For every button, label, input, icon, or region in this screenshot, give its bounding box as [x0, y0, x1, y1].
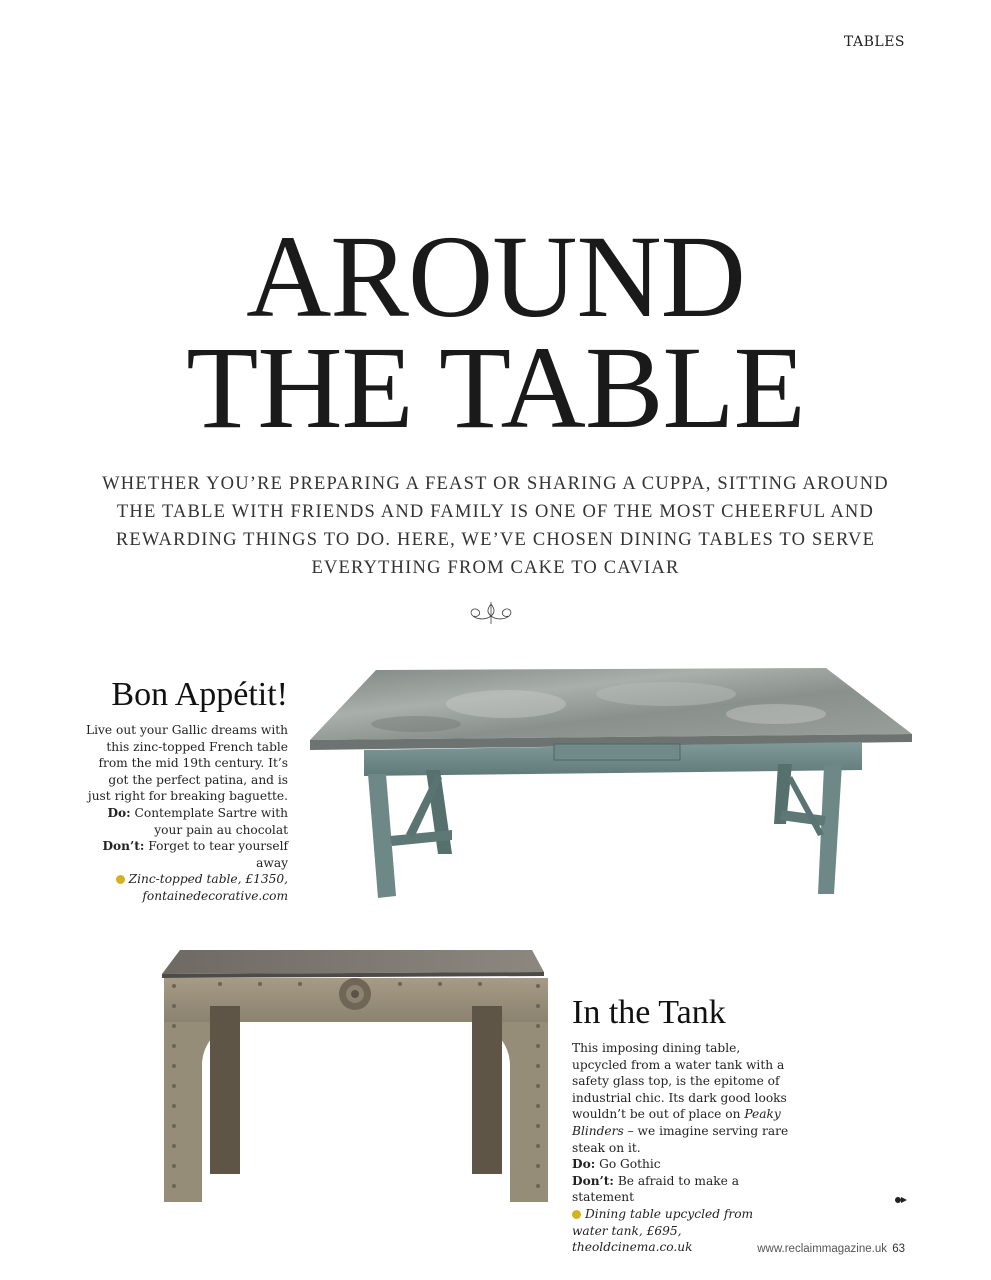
title-line-1: AROUND: [246, 211, 745, 342]
intro-standfirst: WHETHER YOU’RE PREPARING A FEAST OR SHARING A CUPPA, SITTING AROUND THE TABLE WITH FRIENDS AND FAMILY IS ONE OF THE MOST CHEERFUL AND REWARDING THINGS TO DO. HERE, WE’VE CHOSEN DINING TABLES TO SERVE EVERYTHING FROM CAKE TO CAVIAR: [102, 474, 889, 578]
story-do: [86, 805, 288, 838]
do-text: Contemplate Sartre with your pain au chocolat: [134, 805, 288, 837]
end-mark-icon: [894, 1196, 908, 1204]
credit-text: Dining table upcycled from water tank, £695, theoldcinema.co.uk: [572, 1206, 754, 1255]
dont-text: Be afraid to make a statement: [572, 1173, 739, 1205]
page-footer: [757, 1243, 905, 1255]
story-credit: [86, 871, 288, 904]
dont-label: Don’t:: [102, 839, 145, 854]
story-in-the-tank: [572, 994, 792, 1256]
credit-text: Zinc-topped table, £1350, fontainedecorative.com: [128, 872, 288, 903]
flourish-ornament-icon: [466, 598, 516, 628]
body-text-end: – we imagine serving rare steak on it.: [572, 1123, 789, 1155]
page-number: 63: [892, 1243, 905, 1255]
do-label: Do:: [572, 1157, 596, 1172]
story-heading: Bon Appétit!: [111, 676, 288, 713]
story-dont: [86, 838, 288, 871]
dont-label: Don’t:: [572, 1173, 614, 1188]
bullet-dot-icon: [572, 1210, 581, 1219]
page-title: [0, 211, 991, 453]
story-heading: In the Tank: [572, 994, 726, 1031]
story-bon-appetit: [86, 676, 288, 905]
title-line-2: THE TABLE: [186, 322, 805, 453]
story-body: [572, 1040, 792, 1156]
body-italic: Peaky Blinders: [572, 1107, 781, 1138]
do-label: Do:: [107, 805, 131, 820]
dont-text: Forget to tear yourself away: [148, 839, 288, 870]
story-do: [572, 1156, 792, 1173]
story-body: Live out your Gallic dreams with this zinc-topped French table from the mid 19th century. It’s got the perfect patina, and is just right for breaking baguette.: [86, 723, 288, 804]
story-dont: [572, 1173, 792, 1206]
do-text: Go Gothic: [599, 1157, 661, 1172]
section-label: TABLES: [843, 34, 905, 50]
tank-table-image: [160, 946, 550, 1208]
bullet-dot-icon: [116, 875, 125, 884]
footer-url[interactable]: www.reclaimmagazine.uk: [757, 1243, 887, 1255]
zinc-table-image: [306, 664, 916, 902]
body-text: This imposing dining table, upcycled from a water tank with a safety glass top, is the epitome of industrial chic. Its dark good looks wouldn’t be out of place on: [572, 1041, 787, 1122]
